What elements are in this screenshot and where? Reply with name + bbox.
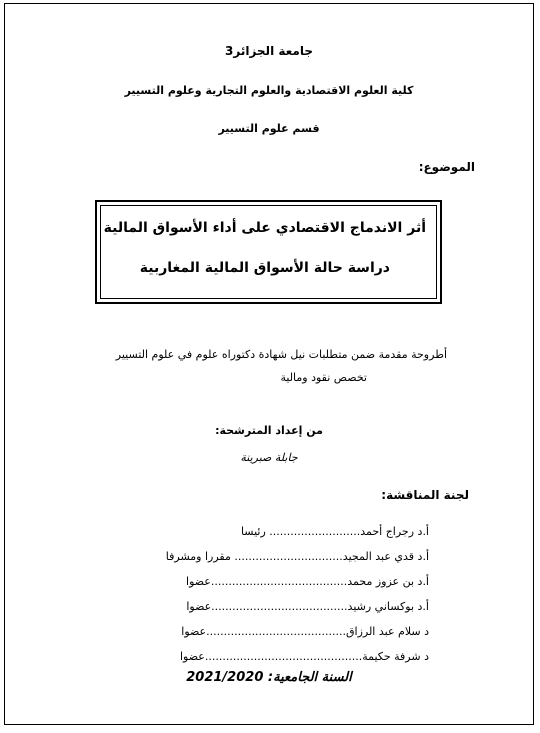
committee-member	[186, 575, 429, 588]
member-name: أ.د قدي عبد المجيد	[342, 550, 429, 563]
member-name: أ.د بن عزوز محمد	[347, 575, 429, 588]
member-leader-dots: ........................................	[206, 625, 346, 638]
member-role: عضوا	[186, 575, 211, 588]
committee-member	[241, 525, 429, 538]
topic-label: الموضوع:	[418, 160, 475, 174]
member-name: د شرفة حكيمة	[362, 650, 429, 663]
committee-member	[180, 650, 429, 663]
member-role: عضوا	[186, 600, 212, 613]
academic-year: السنة الجامعية: 2021/2020	[186, 670, 352, 685]
member-leader-dots: ..........................	[269, 525, 361, 538]
faculty-name: كلية العلوم الاقتصادية والعلوم التجارية وعلوم التسيير	[124, 84, 414, 97]
member-role: مقررا ومشرفا	[165, 550, 231, 563]
member-role: عضوا	[181, 625, 207, 638]
member-name: أ.د رجراج أحمد	[360, 525, 429, 538]
member-role: رئيسا	[240, 525, 266, 538]
member-name: أ.د بوكساني رشيد	[347, 600, 429, 613]
thesis-title-main: أثر الاندماج الاقتصادي على أداء الأسواق المالية	[103, 220, 426, 236]
member-leader-dots: .......................................	[210, 575, 348, 588]
document-page	[4, 3, 534, 725]
member-role: عضوا	[180, 650, 205, 663]
committee-label: لجنة المناقشة:	[381, 488, 469, 502]
university-name: جامعة الجزائر3	[225, 44, 313, 58]
thesis-purpose: أطروحة مقدمة ضمن متطلبات نيل شهادة دكتوراه علوم في علوم التسيير	[115, 348, 447, 361]
thesis-title-box	[95, 200, 442, 304]
thesis-title-subtitle: دراسة حالة الأسواق المالية المغاربية	[139, 260, 390, 276]
committee-member	[166, 550, 429, 563]
department-name: قسم علوم التسيير	[218, 122, 320, 135]
member-leader-dots: .............................................	[204, 650, 363, 663]
committee-member	[181, 625, 429, 638]
thesis-title-inner-frame	[100, 205, 437, 299]
committee-member	[186, 600, 429, 613]
member-leader-dots: ...............................	[234, 550, 343, 563]
member-leader-dots: .......................................	[211, 600, 348, 613]
thesis-specialty: تخصص نقود ومالية	[280, 371, 367, 384]
candidate-name: جابلة صبرينة	[240, 451, 298, 464]
member-name: د سلام عبد الرزاق	[345, 625, 429, 638]
prepared-by-label: من إعداد المترشحة:	[215, 424, 323, 437]
